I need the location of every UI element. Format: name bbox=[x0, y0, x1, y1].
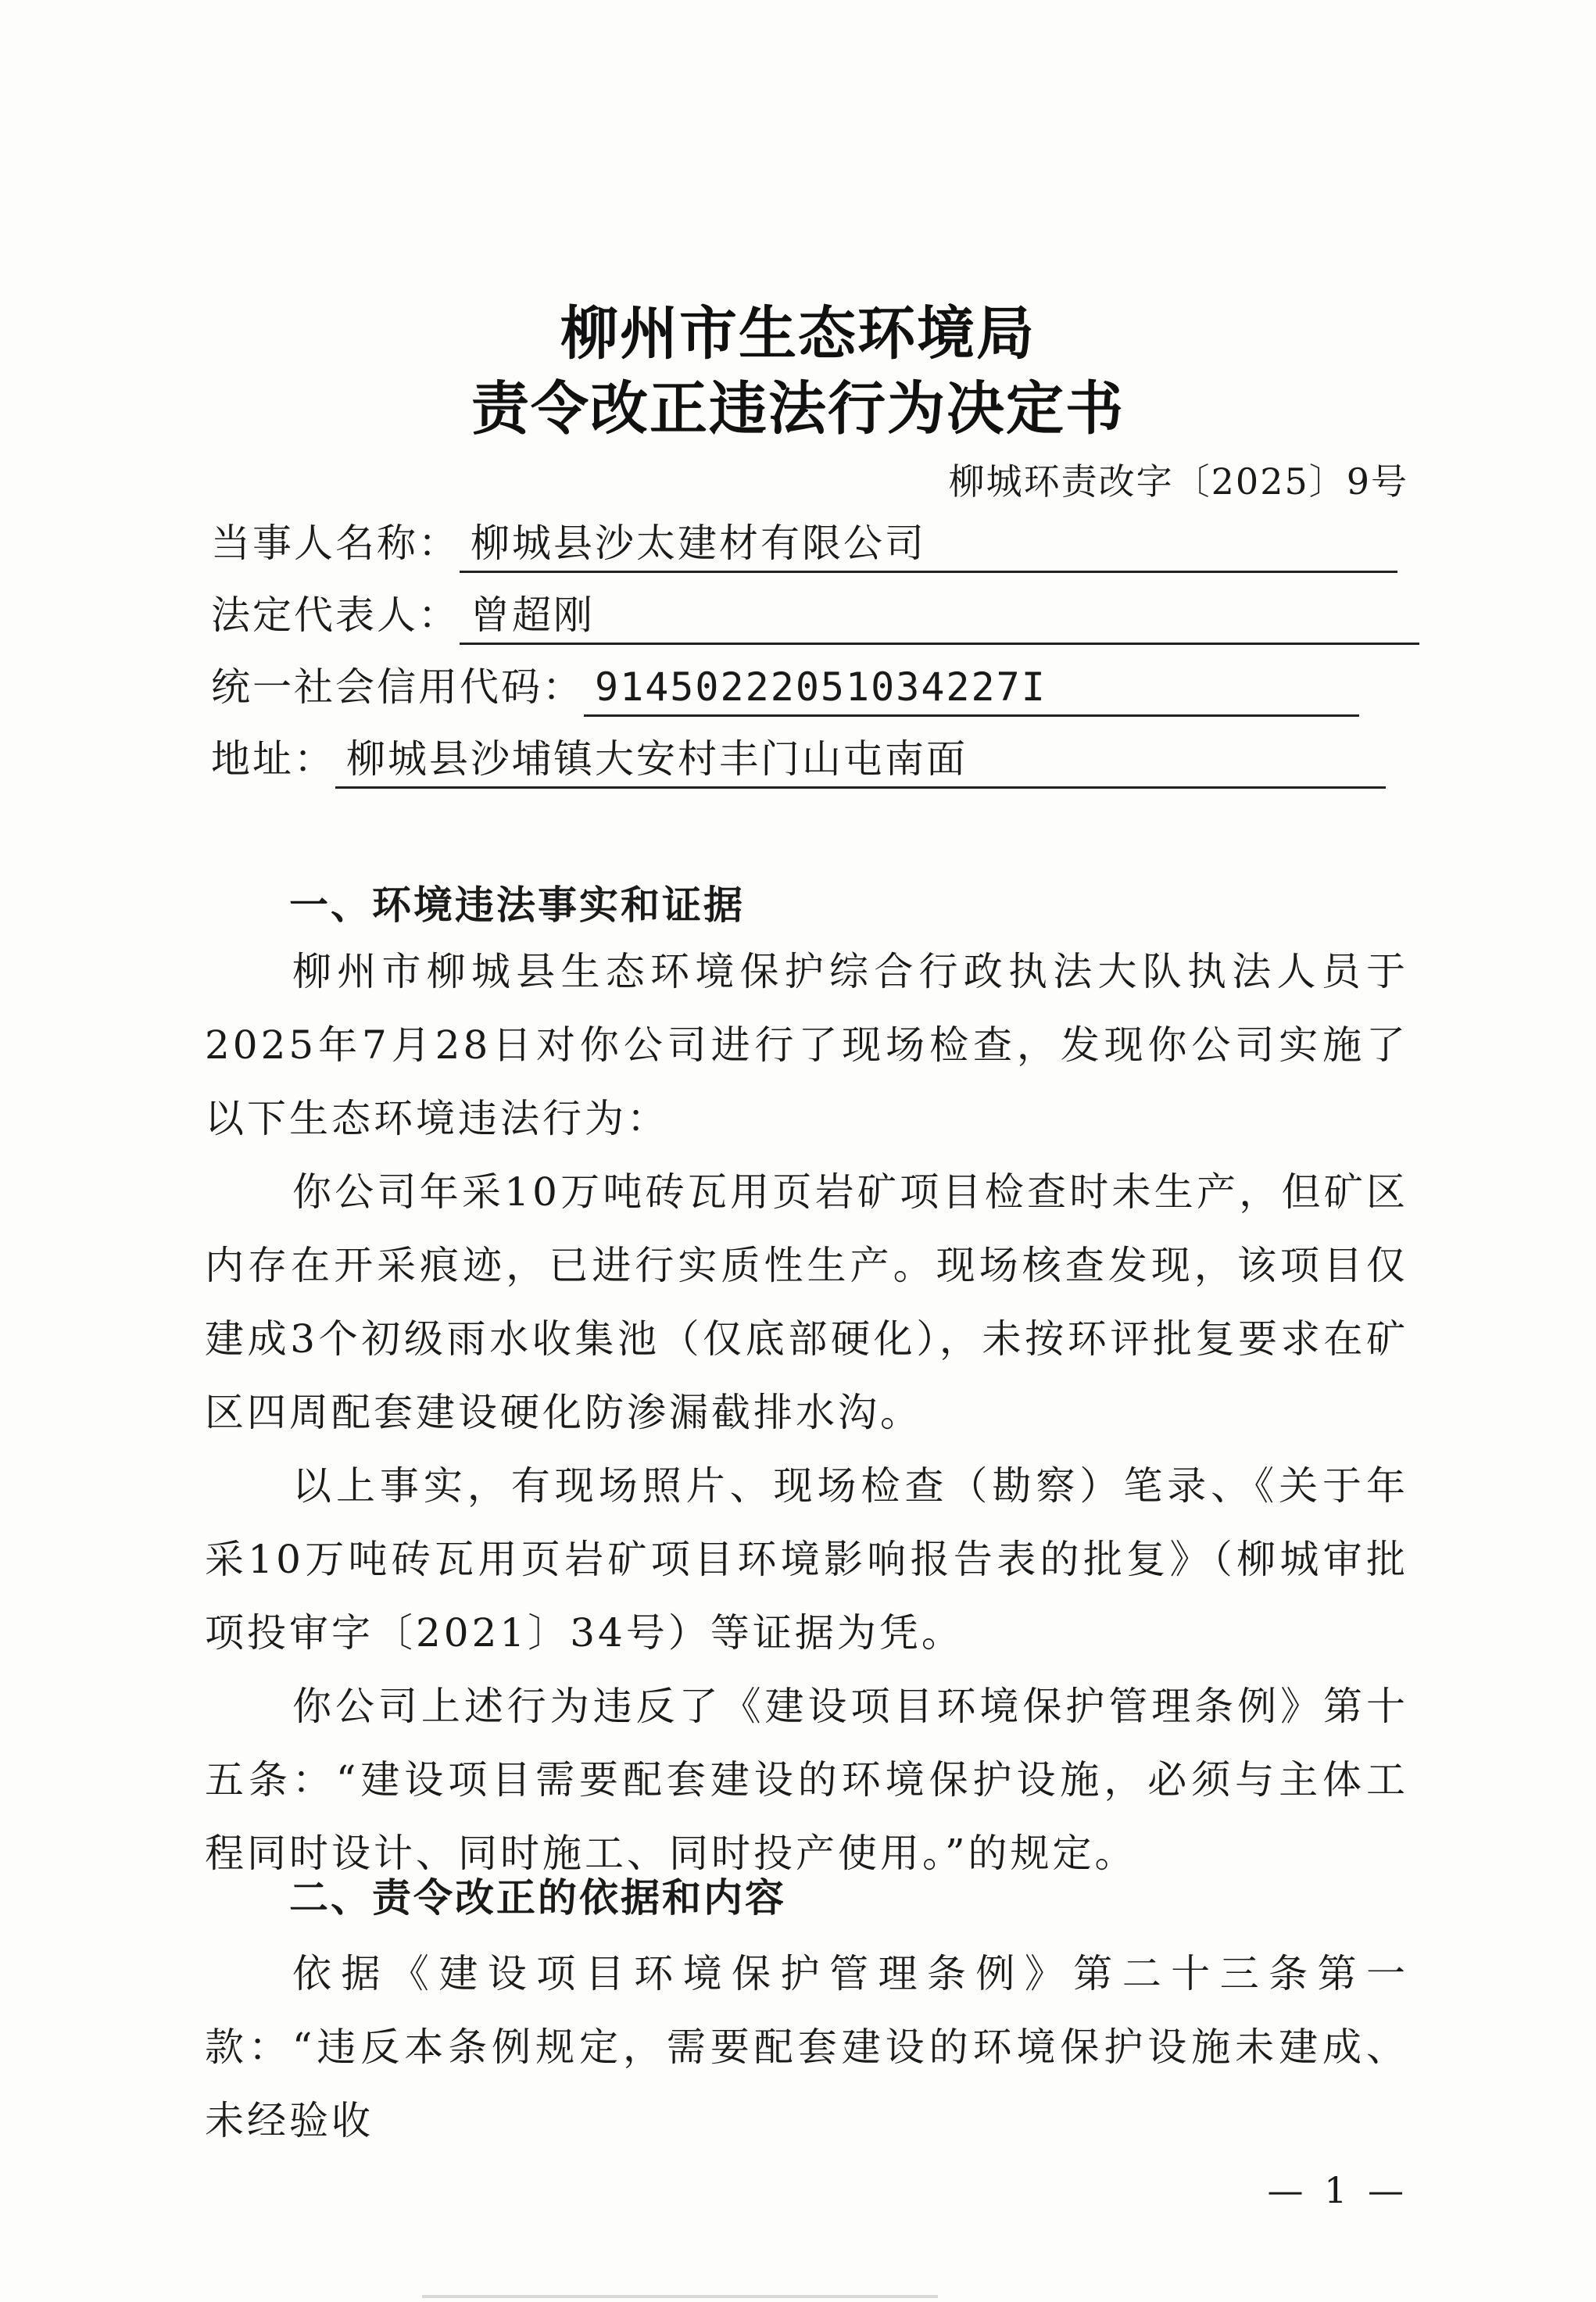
address-value: 柳城县沙埔镇大安村丰门山屯南面 bbox=[335, 732, 1386, 789]
paragraph-inspection: 柳州市柳城县生态环境保护综合行政执法大队执法人员于2025年7月28日对你公司进行了现场检查，发现你公司实施了以下生态环境违法行为： bbox=[205, 949, 1408, 1141]
section-heading-basis: 二、责令改正的依据和内容 bbox=[289, 1875, 786, 1921]
legal-representative-field bbox=[211, 588, 1419, 643]
credit-code-label: 统一社会信用代码： bbox=[211, 664, 584, 710]
paragraph-violation-detail: 你公司年采10万吨砖瓦用页岩矿项目检查时未生产，但矿区内存在开采痕迹，已进行实质性生产。现场核查发现，该项目仅建成3个初级雨水收集池（仅底部硬化），未按环评批复要求在矿区四周配套建设硬化防渗漏截排水沟。 bbox=[205, 1169, 1408, 1435]
scan-artifact-divider bbox=[422, 2295, 938, 2298]
credit-code-value: 91450222051034227I bbox=[584, 660, 1359, 717]
address-field bbox=[211, 732, 1386, 786]
section-heading-facts: 一、环境违法事实和证据 bbox=[289, 882, 745, 928]
party-name-field bbox=[211, 516, 1397, 571]
legal-representative-value: 曾超刚 bbox=[460, 588, 1419, 645]
document-number: 柳城环责改字〔2025〕9号 bbox=[948, 460, 1408, 503]
document-type-title: 责令改正违法行为决定书 bbox=[471, 375, 1125, 442]
paragraph-regulation-breach: 你公司上述行为违反了《建设项目环境保护管理条例》第十五条：“建设项目需要配套建设的环境保护设施，必须与主体工程同时设计、同时施工、同时投产使用。”的规定。 bbox=[205, 1684, 1408, 1876]
party-name-value: 柳城县沙太建材有限公司 bbox=[460, 516, 1397, 573]
issuing-authority-title: 柳州市生态环境局 bbox=[560, 300, 1036, 367]
page-number: — 1 — bbox=[1267, 2169, 1408, 2211]
credit-code-field bbox=[211, 660, 1359, 714]
legal-representative-label: 法定代表人： bbox=[211, 593, 460, 638]
paragraph-evidence: 以上事实，有现场照片、现场检查（勘察）笔录、《关于年采10万吨砖瓦用页岩矿项目环境影响报告表的批复》（柳城审批项投审字〔2021〕34号）等证据为凭。 bbox=[205, 1463, 1408, 1656]
address-label: 地址： bbox=[211, 736, 335, 782]
paragraph-legal-basis: 依据《建设项目环境保护管理条例》第二十三条第一款：“违反本条例规定，需要配套建设的环境保护设施未建成、未经验收 bbox=[205, 1951, 1408, 2143]
party-name-label: 当事人名称： bbox=[211, 521, 460, 566]
